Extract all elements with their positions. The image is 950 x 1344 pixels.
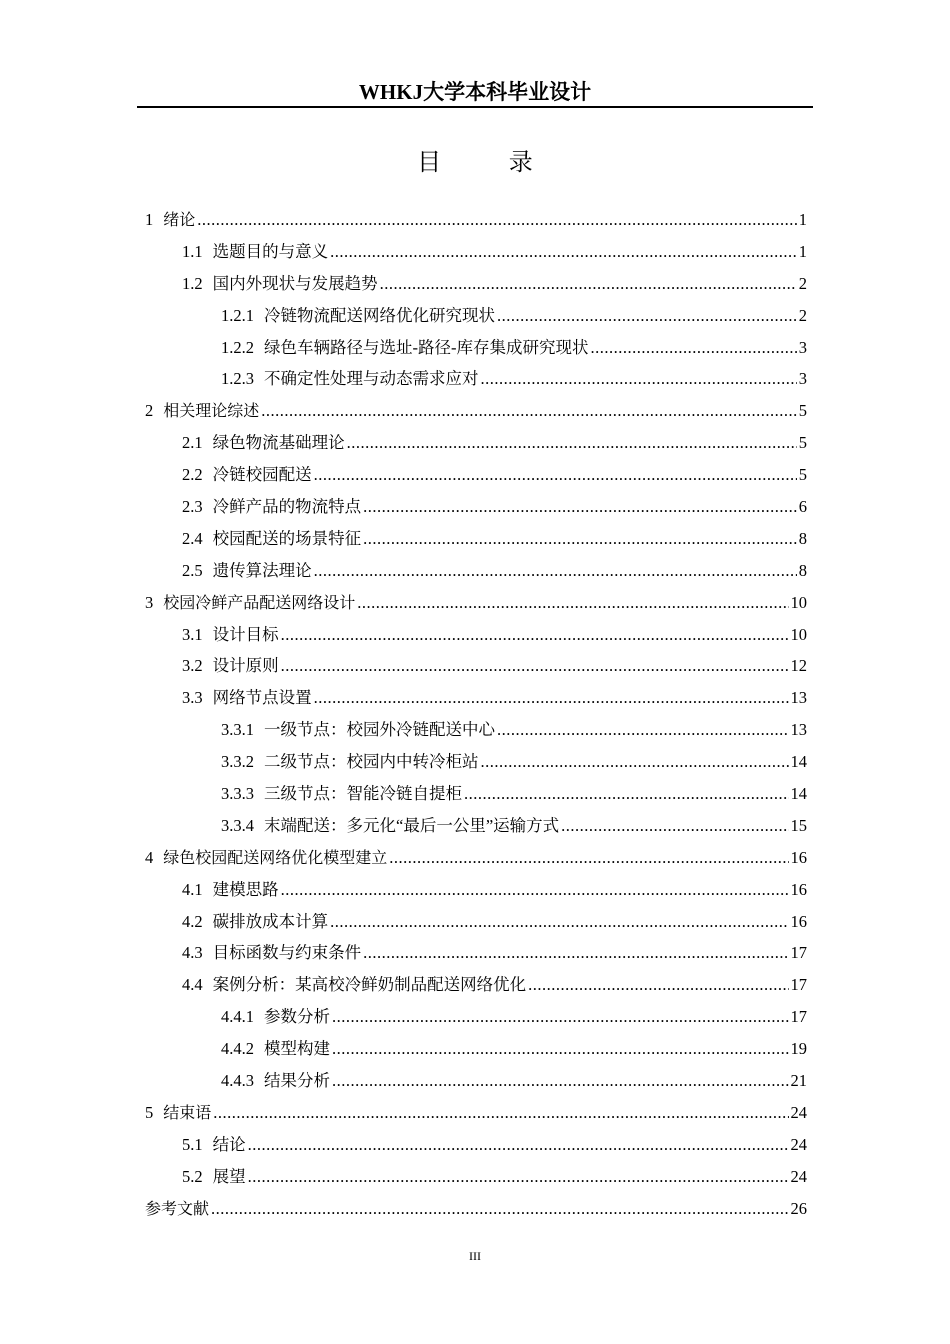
toc-entry-page: 6 [798, 497, 807, 517]
toc-entry-title: 建模思路 [212, 879, 279, 899]
toc-entry-page: 24 [790, 1134, 807, 1154]
toc-entry[interactable] [145, 1161, 807, 1193]
toc-entry-number: 2.1 [182, 433, 203, 453]
dot-leader [314, 555, 797, 587]
dot-leader [481, 363, 797, 395]
toc-entry[interactable] [145, 363, 807, 395]
toc-entry-page: 13 [790, 720, 807, 740]
toc-entry-number: 2.3 [182, 497, 203, 517]
toc-entry-title: 冷链校园配送 [212, 465, 312, 485]
toc-entry-title: 冷链物流配送网络优化研究现状 [264, 305, 495, 325]
toc-entry[interactable] [145, 969, 807, 1001]
toc-entry-title: 二级节点：校园内中转冷柜站 [264, 752, 479, 772]
toc-title: 目 录 [417, 148, 563, 176]
dot-leader [363, 523, 797, 555]
toc-entry[interactable] [145, 682, 807, 714]
dot-leader [248, 1161, 789, 1193]
toc-entry-number: 3.2 [182, 656, 203, 676]
toc-entry-title: 参数分析 [264, 1007, 330, 1027]
toc-entry-page: 24 [790, 1166, 807, 1186]
toc-entry-number: 2 [145, 401, 154, 421]
toc-entry-title: 结果分析 [264, 1071, 330, 1091]
toc-entry-title: 网络节点设置 [212, 688, 312, 708]
dot-leader [347, 427, 797, 459]
toc-entry-number: 3 [145, 592, 154, 612]
toc-entry-page: 21 [790, 1071, 807, 1091]
toc-entry[interactable] [145, 1065, 807, 1097]
dot-leader [197, 204, 796, 236]
dot-leader [281, 619, 789, 651]
dot-leader [332, 1033, 789, 1065]
toc-entry-title: 绿色车辆路径与选址-路径-库存集成研究现状 [264, 337, 589, 357]
toc-entry[interactable] [145, 1129, 807, 1161]
dot-leader [380, 268, 797, 300]
dot-leader [248, 1129, 789, 1161]
toc-entry-page: 12 [790, 656, 807, 676]
toc-entry-page: 5 [798, 465, 807, 485]
toc-entry-number: 1.2 [182, 273, 203, 293]
dot-leader [314, 459, 797, 491]
toc-entry-number: 5.2 [182, 1166, 203, 1186]
toc-entry-number: 2.4 [182, 528, 203, 548]
toc-entry-number: 3.3.2 [221, 752, 254, 772]
toc-entry-page: 13 [790, 688, 807, 708]
toc-entry-page: 17 [790, 1007, 807, 1027]
toc-entry-number: 4 [145, 847, 154, 867]
toc-entry[interactable] [145, 1193, 807, 1225]
toc-entry-title: 目标函数与约束条件 [212, 943, 362, 963]
toc-entry[interactable] [145, 300, 807, 332]
toc-entry-title: 设计目标 [212, 624, 279, 644]
toc-entry-title: 参考文献 [145, 1198, 210, 1218]
toc-entry[interactable] [145, 650, 807, 682]
toc-entry-page: 16 [790, 847, 807, 867]
toc-entry-title: 三级节点：智能冷链自提柜 [264, 784, 462, 804]
toc-entry-title: 结束语 [163, 1102, 212, 1122]
toc-entry-page: 2 [798, 273, 807, 293]
toc-entry-title: 相关理论综述 [163, 401, 260, 421]
toc-entry-number: 1.2.1 [221, 305, 254, 325]
toc-entry-title: 不确定性处理与动态需求应对 [264, 369, 479, 389]
dot-leader [261, 395, 796, 427]
toc-entry[interactable] [145, 268, 807, 300]
toc-entry-page: 2 [798, 305, 807, 325]
dot-leader [389, 842, 788, 874]
toc-entry[interactable] [145, 427, 807, 459]
toc-entry-number: 5.1 [182, 1134, 203, 1154]
toc-entry-title: 碳排放成本计算 [212, 911, 329, 931]
toc-entry-title: 末端配送：多元化“最后一公里”运输方式 [264, 815, 560, 835]
toc-entry[interactable] [145, 619, 807, 651]
toc-entry-title: 校园配送的场景特征 [212, 528, 362, 548]
toc-entry-page: 1 [798, 241, 807, 261]
toc-entry-page: 24 [790, 1102, 807, 1122]
dot-leader [481, 746, 789, 778]
toc-entry-page: 5 [798, 401, 807, 421]
toc-entry-number: 1.2.3 [221, 369, 254, 389]
toc-entry[interactable] [145, 842, 807, 874]
toc-entry[interactable] [145, 1033, 807, 1065]
toc-entry[interactable] [145, 395, 807, 427]
dot-leader [332, 1001, 789, 1033]
dot-leader [528, 969, 788, 1001]
toc-entry[interactable] [145, 491, 807, 523]
toc-entry[interactable] [145, 746, 807, 778]
toc-entry-title: 结论 [212, 1134, 246, 1154]
page-number: III [469, 1249, 481, 1263]
toc-entry[interactable] [145, 459, 807, 491]
toc-entry-page: 10 [790, 624, 807, 644]
toc-entry-number: 3.3.1 [221, 720, 254, 740]
toc-entry-number: 4.4.3 [221, 1071, 254, 1091]
toc-entry[interactable] [145, 778, 807, 810]
toc-entry-title: 遗传算法理论 [212, 560, 312, 580]
dot-leader [332, 1065, 789, 1097]
toc-entry[interactable] [145, 523, 807, 555]
toc-entry-page: 26 [790, 1198, 807, 1218]
dot-leader [363, 937, 788, 969]
toc-entry[interactable] [145, 906, 807, 938]
toc-entry[interactable] [145, 236, 807, 268]
toc-entry-page: 17 [790, 975, 807, 995]
dot-leader [211, 1193, 788, 1225]
toc-entry-number: 2.5 [182, 560, 203, 580]
table-of-contents [145, 204, 807, 1225]
toc-entry[interactable] [145, 714, 807, 746]
toc-entry-title: 绪论 [163, 210, 196, 229]
toc-entry-number: 3.3.3 [221, 784, 254, 804]
toc-entry-title: 校园冷鲜产品配送网络设计 [163, 592, 356, 612]
toc-entry[interactable] [145, 555, 807, 587]
toc-entry[interactable] [145, 204, 807, 236]
toc-entry-number: 4.4.2 [221, 1039, 254, 1059]
toc-entry[interactable] [145, 332, 807, 364]
dot-leader [281, 874, 789, 906]
toc-entry-page: 5 [798, 433, 807, 453]
toc-entry-number: 4.1 [182, 879, 203, 899]
toc-entry-number: 1.1 [182, 241, 203, 261]
toc-entry-title: 绿色物流基础理论 [212, 433, 345, 453]
toc-entry-number: 1 [145, 210, 154, 229]
toc-entry-page: 19 [790, 1039, 807, 1059]
toc-entry[interactable] [145, 937, 807, 969]
toc-entry-title: 冷鲜产品的物流特点 [212, 497, 362, 517]
toc-entry-page: 3 [798, 369, 807, 389]
toc-entry[interactable] [145, 1001, 807, 1033]
toc-entry-number: 1.2.2 [221, 337, 254, 357]
toc-entry-page: 14 [790, 752, 807, 772]
toc-entry-title: 展望 [212, 1166, 246, 1186]
dot-leader [497, 300, 797, 332]
dot-leader [314, 682, 789, 714]
toc-entry-number: 3.1 [182, 624, 203, 644]
dot-leader [363, 491, 797, 523]
dot-leader [591, 332, 797, 364]
dot-leader [213, 1097, 788, 1129]
toc-entry-title: 设计原则 [212, 656, 279, 676]
dot-leader [281, 650, 789, 682]
dot-leader [357, 587, 788, 619]
dot-leader [561, 810, 788, 842]
toc-entry-number: 4.3 [182, 943, 203, 963]
dot-leader [464, 778, 789, 810]
toc-entry-title: 国内外现状与发展趋势 [212, 273, 378, 293]
toc-entry[interactable] [145, 587, 807, 619]
toc-entry-number: 4.4.1 [221, 1007, 254, 1027]
toc-entry-number: 3.3.4 [221, 815, 254, 835]
toc-entry-page: 10 [790, 592, 807, 612]
toc-entry-number: 3.3 [182, 688, 203, 708]
toc-entry[interactable] [145, 1097, 807, 1129]
toc-entry-page: 16 [790, 879, 807, 899]
dot-leader [497, 714, 789, 746]
running-header: WHKJ大学本科毕业设计 [358, 80, 592, 104]
toc-entry[interactable] [145, 874, 807, 906]
header-rule [137, 106, 813, 108]
toc-entry-page: 1 [798, 210, 807, 229]
toc-entry-title: 模型构建 [264, 1039, 330, 1059]
toc-entry-page: 17 [790, 943, 807, 963]
toc-entry-page: 8 [798, 528, 807, 548]
toc-entry-number: 4.4 [182, 975, 203, 995]
toc-entry[interactable] [145, 810, 807, 842]
toc-entry-title: 选题目的与意义 [212, 241, 329, 261]
toc-entry-page: 3 [798, 337, 807, 357]
toc-entry-title: 一级节点：校园外冷链配送中心 [264, 720, 495, 740]
toc-entry-title: 绿色校园配送网络优化模型建立 [163, 847, 388, 867]
toc-entry-number: 2.2 [182, 465, 203, 485]
toc-entry-page: 16 [790, 911, 807, 931]
dot-leader [330, 906, 788, 938]
dot-leader [330, 236, 797, 268]
toc-entry-number: 4.2 [182, 911, 203, 931]
toc-entry-page: 15 [790, 815, 807, 835]
toc-entry-page: 8 [798, 560, 807, 580]
toc-entry-page: 14 [790, 784, 807, 804]
toc-entry-number: 5 [145, 1102, 154, 1122]
toc-entry-title: 案例分析：某高校冷鲜奶制品配送网络优化 [212, 975, 527, 995]
